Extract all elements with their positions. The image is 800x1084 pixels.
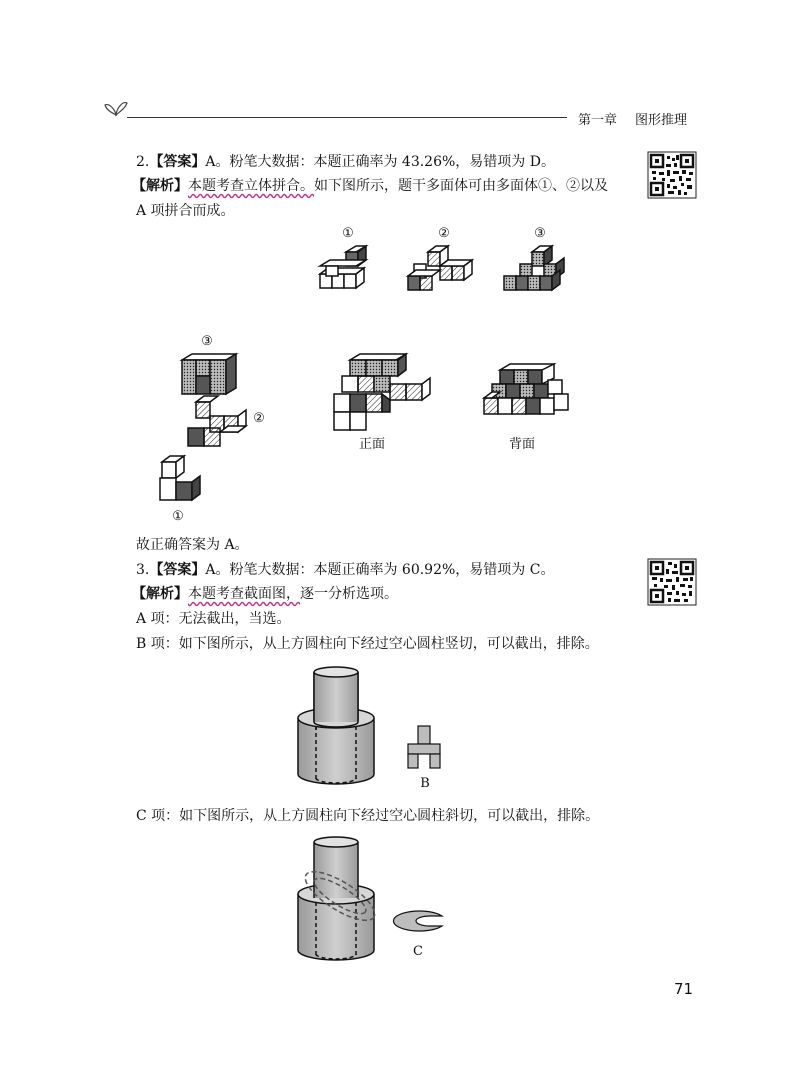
q2-number: 2. xyxy=(136,154,150,170)
q2-analysis-cont: A 项拼合而成。 xyxy=(136,203,235,219)
fig-c-label: C xyxy=(413,944,423,959)
q3-analysis-topic: 本题考查截面图， xyxy=(188,586,300,602)
chapter-title: 图形推理 xyxy=(635,113,688,128)
fig-top-label-3: ③ xyxy=(534,226,546,241)
q3-answer-tag: 【答案】 xyxy=(149,562,206,578)
fig-left-label-3: ③ xyxy=(201,334,213,349)
qr-code-icon[interactable] xyxy=(648,559,696,609)
front-view-assembly xyxy=(334,354,430,430)
piece-3 xyxy=(504,246,564,290)
q3-number: 3. xyxy=(136,562,150,578)
page-number: 71 xyxy=(674,980,694,998)
polycube-pieces-figure xyxy=(310,244,590,304)
piece-1 xyxy=(320,246,366,288)
back-view-assembly xyxy=(484,364,568,414)
q2-analysis-text: 如下图所示，题干多面体可由多面体①、②以及 xyxy=(314,178,608,194)
fig-back-label: 背面 xyxy=(508,437,535,452)
q2-analysis-line xyxy=(132,176,608,196)
q3-analysis-tag: 【解析】 xyxy=(132,586,188,602)
leaf-ornament-icon xyxy=(103,97,129,121)
cylinder-vertical-cut-figure xyxy=(290,666,460,796)
fig-left-label-2: ② xyxy=(253,411,265,426)
cylinder-oblique-cut-figure xyxy=(290,834,460,974)
q2-analysis-topic: 本题考查立体拼合。 xyxy=(188,178,314,194)
q3-answer-line xyxy=(136,560,554,580)
header-rule xyxy=(127,117,567,118)
qr-code-icon[interactable] xyxy=(648,152,696,202)
q2-answer-text: A。粉笔大数据：本题正确率为 43.26%，易错项为 D。 xyxy=(205,154,555,170)
q3-option-c: C 项：如下图所示，从上方圆柱向下经过空心圆柱斜切，可以截出，排除。 xyxy=(136,808,600,824)
q3-answer-text: A。粉笔大数据：本题正确率为 60.92%，易错项为 C。 xyxy=(205,562,555,578)
q2-answer-tag: 【答案】 xyxy=(149,154,206,170)
exploded-piece-2 xyxy=(188,396,246,446)
fig-front-label: 正面 xyxy=(358,437,385,452)
fig-top-label-1: ① xyxy=(342,226,354,241)
fig-b-label: B xyxy=(420,776,430,791)
exploded-piece-3 xyxy=(182,354,236,394)
piece-2 xyxy=(408,246,472,290)
q2-analysis-tag: 【解析】 xyxy=(132,178,188,194)
q2-conclusion: 故正确答案为 A。 xyxy=(136,537,249,553)
q3-analysis-text: 逐一分析选项。 xyxy=(300,586,398,602)
fig-top-label-2: ② xyxy=(438,226,450,241)
q3-analysis-line xyxy=(132,584,398,604)
fig-left-label-1: ① xyxy=(172,509,184,524)
chapter-number: 第一章 xyxy=(578,113,618,128)
q3-option-a: A 项：无法截出，当选。 xyxy=(136,611,291,627)
assembly-figure xyxy=(150,350,610,510)
q3-option-b: B 项：如下图所示，从上方圆柱向下经过空心圆柱竖切，可以截出，排除。 xyxy=(136,636,599,652)
q2-answer-line xyxy=(136,152,555,172)
exploded-piece-1 xyxy=(160,456,200,500)
